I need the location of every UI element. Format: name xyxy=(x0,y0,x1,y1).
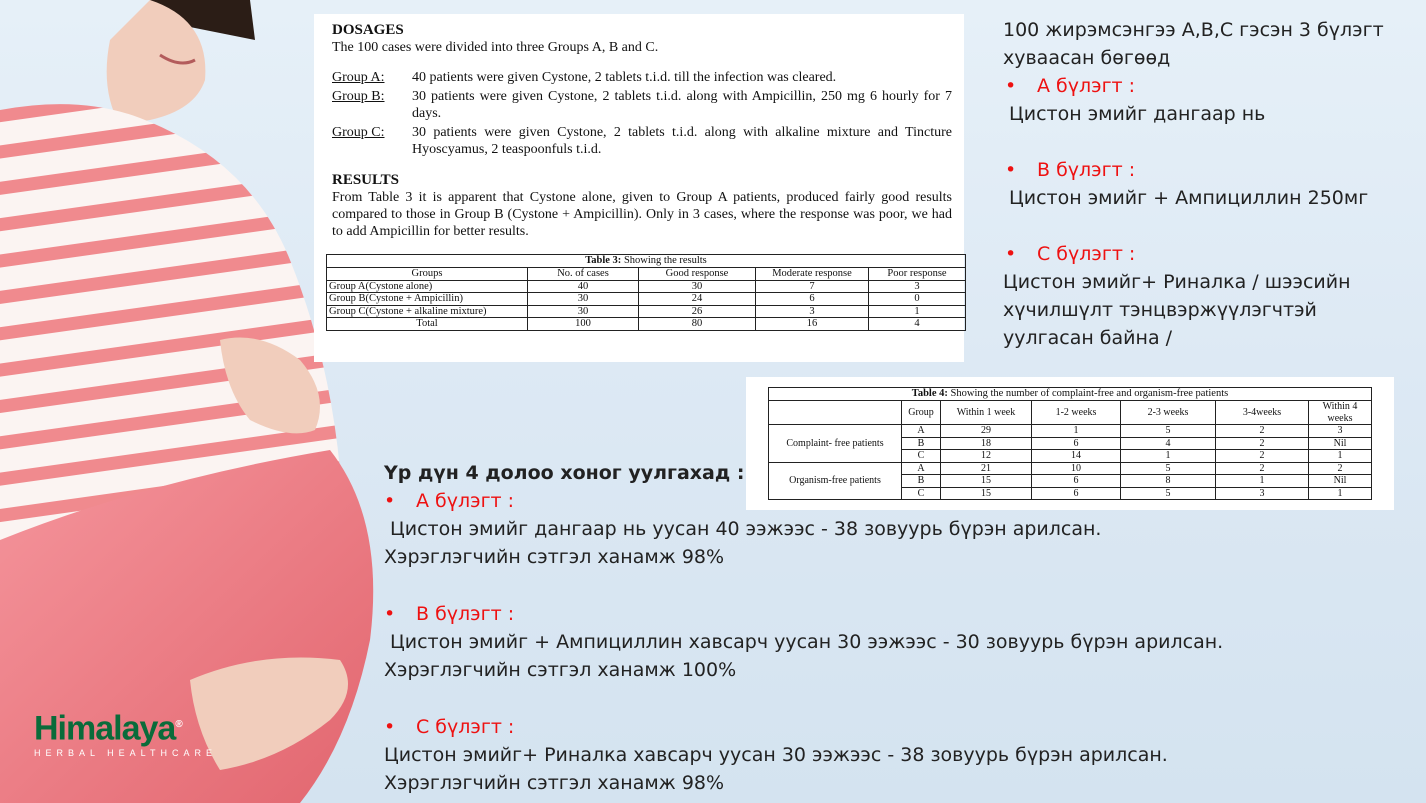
result-a-line1: Цистон эмийг дангаар нь уусан 40 ээжээс - 38 зовуурь бүрэн арилсан. xyxy=(390,518,1102,540)
group-c-dosage: Group C: 30 patients were given Cystone, 2 tablets t.i.d. along with alkaline mixture and Tincture Hyoscyamus, 2 teaspoonfuls t.i.d. xyxy=(332,125,952,157)
section-label: Complaint- free patients xyxy=(769,425,902,463)
dosages-results-document xyxy=(314,14,964,362)
results-heading-mn: Үр дүн 4 долоо хоног уулгахад : xyxy=(384,462,745,484)
result-c-label: С бүлэгт : xyxy=(416,716,515,738)
group-c-desc: Цистон эмийг+ Риналка / шээсийн хүчилшүлт тэнцвэржүүлэгчтэй уулгасан байна / xyxy=(1003,271,1351,349)
table-row: Group A(Cystone alone) 40 30 7 3 xyxy=(327,280,966,293)
group-a-label: А бүлэгт : xyxy=(1037,75,1136,97)
table-row: Complaint- free patients A 29 1 5 2 3 xyxy=(769,425,1372,438)
bullet: • xyxy=(384,490,396,512)
table-4-caption: Table 4: Showing the number of complaint-free and organism-free patients xyxy=(768,387,1372,400)
logo-tagline: HERBAL HEALTHCARE xyxy=(34,748,218,759)
result-b-line1: Цистон эмийг + Ампициллин хавсарч уусан 30 ээжээс - 30 зовуурь бүрэн арилсан. xyxy=(390,631,1224,653)
dosages-intro: The 100 cases were divided into three Groups A, B and C. xyxy=(332,40,659,55)
group-a-desc: Цистон эмийг дангаар нь xyxy=(1009,103,1266,125)
table-header-row: Group Within 1 week 1-2 weeks 2-3 weeks 3-4weeks Within 4 weeks xyxy=(769,401,1372,425)
bullet: • xyxy=(384,716,396,738)
bullet: • xyxy=(1005,75,1017,97)
right-summary xyxy=(1003,16,1413,352)
table-3 xyxy=(326,254,966,331)
table-row: Group B(Cystone + Ampicillin) 30 24 6 0 xyxy=(327,293,966,306)
table-row: B 15 6 8 1 Nil xyxy=(769,475,1372,488)
result-c-satisfaction: Хэрэглэгчийн сэтгэл ханамж 98% xyxy=(384,772,725,794)
group-b-desc: Цистон эмийг + Ампициллин 250мг xyxy=(1009,187,1369,209)
dosages-heading: DOSAGES xyxy=(332,22,404,38)
table-row: Total 100 80 16 4 xyxy=(327,318,966,331)
results-heading: RESULTS xyxy=(332,172,399,188)
result-b-satisfaction: Хэрэглэгчийн сэтгэл ханамж 100% xyxy=(384,659,737,681)
bullet: • xyxy=(384,603,396,625)
group-a-dosage: Group A: 40 patients were given Cystone, 2 tablets t.i.d. till the infection was cleared. xyxy=(332,70,837,85)
groups-intro: 100 жирэмсэнгээ А,В,С гэсэн 3 бүлэгт хуваасан бөгөөд xyxy=(1003,19,1384,69)
results-summary xyxy=(384,459,1384,797)
group-c-label: С бүлэгт : xyxy=(1037,243,1136,265)
table-row: C 15 6 5 3 1 xyxy=(769,487,1372,500)
table-header-row: Groups No. of cases Good response Moderate response Poor response xyxy=(327,268,966,281)
bullet: • xyxy=(1005,159,1017,181)
group-b-label: В бүлэгт : xyxy=(1037,159,1136,181)
results-text: From Table 3 it is apparent that Cystone alone, given to Group A patients, produced fairly good results compared to those in Group B (Cystone + Ampicillin). Only in 3 cases, where the response was poor, we had to add Ampicillin for better results. xyxy=(332,190,952,239)
group-b-dosage: Group B: 30 patients were given Cystone, 2 tablets t.i.d. along with Ampicillin, 250 mg 6 hourly for 7 days. xyxy=(332,89,952,121)
himalaya-logo xyxy=(34,708,217,758)
result-c-line1: Цистон эмийг+ Риналка хавсарч уусан 30 ээжээс - 38 зовуурь бүрэн арилсан. xyxy=(384,744,1168,766)
table-row: Group C(Cystone + alkaline mixture) 30 26 3 1 xyxy=(327,305,966,318)
bullet: • xyxy=(1005,243,1017,265)
table-row: Organism-free patients A 21 10 5 2 2 xyxy=(769,462,1372,475)
result-a-label: А бүлэгт : xyxy=(416,490,515,512)
table-row: B 18 6 4 2 Nil xyxy=(769,437,1372,450)
result-a-satisfaction: Хэрэглэгчийн сэтгэл ханамж 98% xyxy=(384,546,725,568)
registered-mark: ® xyxy=(175,719,182,730)
table-row: C 12 14 1 2 1 xyxy=(769,450,1372,463)
logo-wordmark: Himalaya xyxy=(34,709,176,748)
table-3-caption: Table 3: Showing the results xyxy=(326,254,966,267)
result-b-label: В бүлэгт : xyxy=(416,603,515,625)
section-label: Organism-free patients xyxy=(769,462,902,500)
